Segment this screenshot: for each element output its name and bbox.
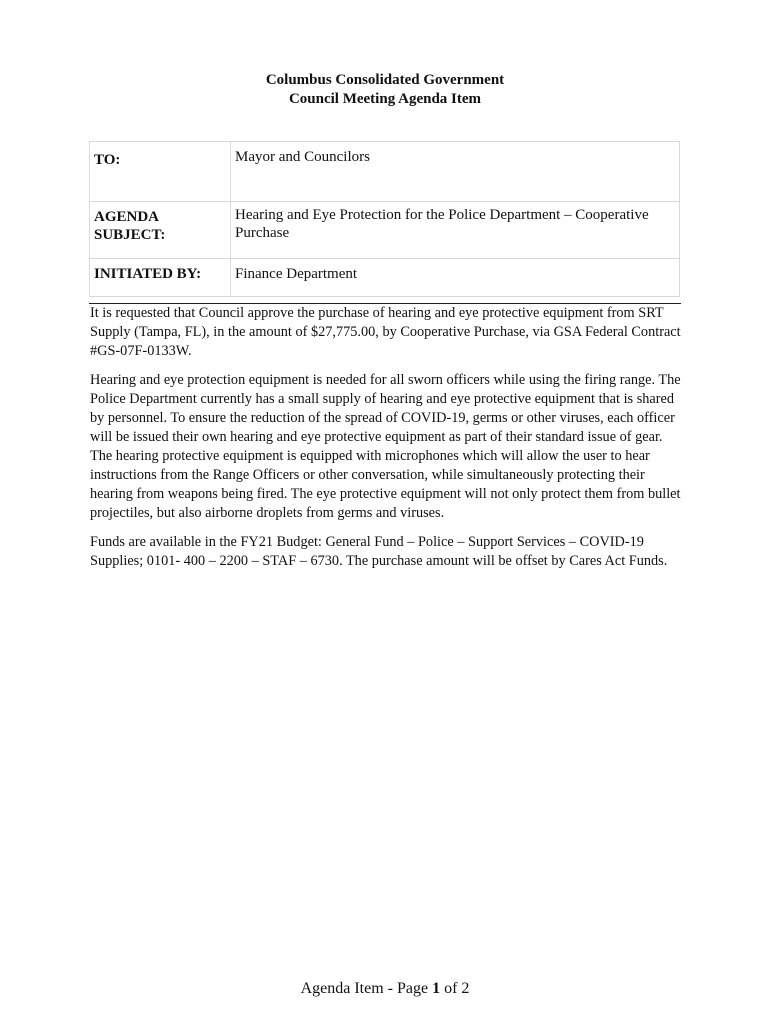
- subject-label-line2: SUBJECT:: [94, 227, 166, 243]
- footer-of: of: [440, 980, 462, 997]
- page-footer: [0, 979, 770, 999]
- table-row-subject: [90, 202, 680, 259]
- footer-page-total: 2: [461, 980, 470, 997]
- paragraph-funding: Funds are available in the FY21 Budget: General Fund – Police – Support Services – COVID-19 Supplies; 0101- 400 – 2200 – STAF – 6730. The purchase amount will be offset by Cares Act Funds.: [90, 534, 668, 569]
- table-row-to: [90, 142, 680, 202]
- document-title: Council Meeting Agenda Item: [288, 91, 482, 107]
- subject-label: [90, 202, 231, 259]
- initiated-value: Finance Department: [231, 259, 680, 297]
- to-label: TO:: [90, 142, 231, 202]
- organization-name: Columbus Consolidated Government: [265, 72, 505, 88]
- agenda-meta-table: [89, 141, 680, 297]
- document-header: [0, 71, 770, 109]
- initiated-label: INITIATED BY:: [90, 259, 231, 297]
- table-row-initiated: [90, 259, 680, 297]
- subject-value: Hearing and Eye Protection for the Police Department – Cooperative Purchase: [231, 202, 680, 259]
- document-body: [90, 304, 686, 581]
- paragraph-request: It is requested that Council approve the purchase of hearing and eye protective equipment from SRT Supply (Tampa, FL), in the amount of $27,775.00, by Cooperative Purchase, via GSA Federal Contract #GS-07F-0133W.: [90, 305, 681, 359]
- footer-prefix: Agenda Item - Page: [300, 980, 433, 997]
- to-value: Mayor and Councilors: [231, 142, 680, 202]
- footer-page-number: 1: [432, 980, 441, 997]
- paragraph-justification: Hearing and eye protection equipment is needed for all sworn officers while using the firing range. The Police Department currently has a small supply of hearing and eye protective equipment that is shared by personnel. To ensure the reduction of the spread of COVID-19, germs or other viruses, each officer will be issued their own hearing and eye protective equipment as part of their standard issue of gear. The hearing protective equipment is equipped with microphones which will allow the user to hear instructions from the Range Officers or other conversation, while simultaneously protecting their hearing from weapons being fired. The eye protective equipment will not only protect them from bullet projectiles, but also airborne droplets from germs and viruses.: [90, 372, 681, 521]
- subject-label-line1: AGENDA: [94, 209, 160, 225]
